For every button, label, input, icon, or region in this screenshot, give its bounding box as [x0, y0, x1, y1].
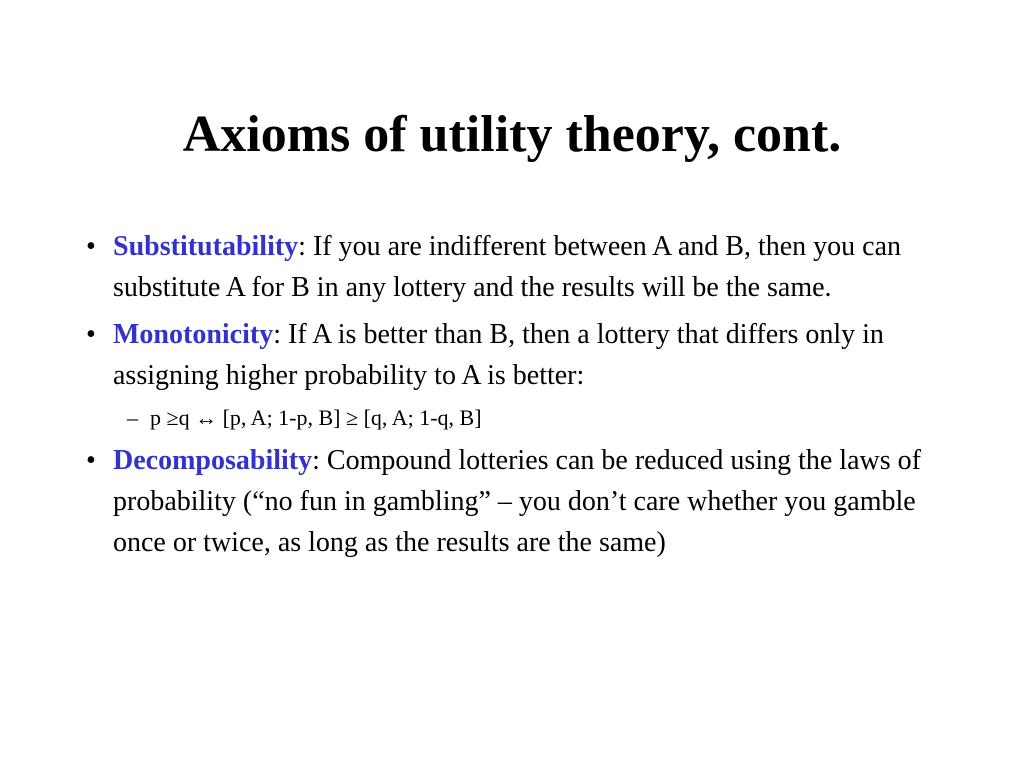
formula-text: p ≥q ↔ [p, A; 1-p, B] ≥ [q, A; 1-q, B]	[150, 405, 482, 430]
dash-icon: –	[127, 405, 138, 430]
bullet-text: : If you are indifferent between A and B, then you can substitute A for B in any lottery and the results will be the same.	[113, 231, 902, 303]
bullet-icon: •	[86, 445, 96, 476]
bullet-list	[0, 226, 1024, 569]
bullet-icon: •	[86, 231, 96, 262]
bullet-text: : If A is better than B, then a lottery that differs only in assigning higher probability to A is better:	[113, 319, 884, 391]
term-substitutability: Substitutability	[113, 231, 299, 262]
term-monotonicity: Monotonicity	[113, 319, 274, 350]
bullet-icon: •	[86, 319, 96, 350]
sub-bullet-monotonicity-formula	[0, 402, 1024, 434]
bullet-text: : Compound lotteries can be reduced using the laws of probability (“no fun in gambling” – you don’t care whether you gamble once or twice, as long as the results are the same)	[113, 445, 921, 558]
bullet-monotonicity	[0, 314, 1024, 396]
slide-title: Axioms of utility theory, cont.	[182, 106, 842, 163]
term-decomposability: Decomposability	[113, 445, 313, 476]
bullet-substitutability	[0, 226, 1024, 308]
bullet-decomposability	[0, 440, 1024, 563]
sub-bullet-list	[0, 402, 1024, 434]
